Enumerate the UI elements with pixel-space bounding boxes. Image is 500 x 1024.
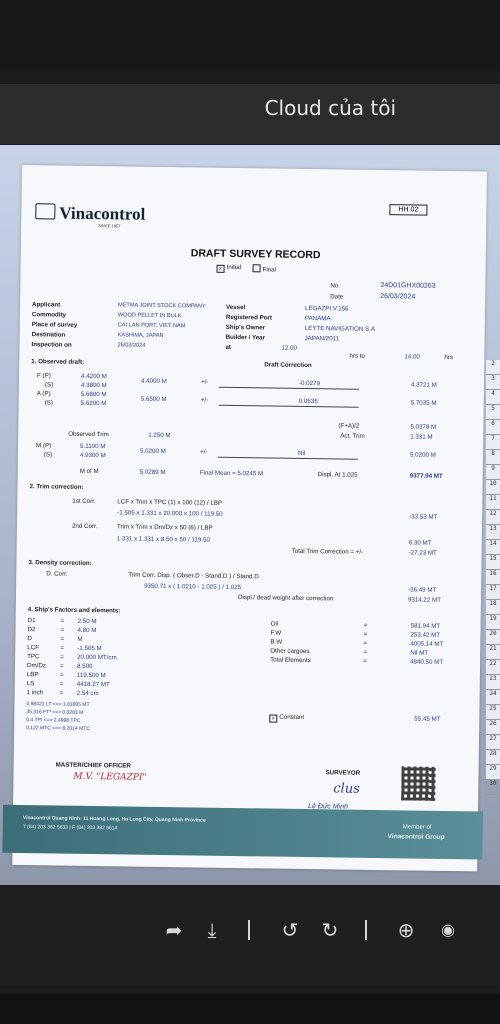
- footer-member: Member of: [402, 824, 432, 831]
- strip-number: 10: [486, 480, 500, 495]
- footer-phone: T (84) 203 382 5633 | F (84) 203 382 6614: [22, 824, 118, 832]
- date-value: 26/03/2024: [380, 293, 416, 301]
- f-result: 4.3721 M: [410, 381, 437, 389]
- hrs-to: hrs to: [349, 352, 365, 360]
- zoom-in-icon[interactable]: ⊕: [397, 918, 415, 942]
- strip-number: 3: [486, 375, 500, 390]
- strip-number: 7: [486, 435, 500, 450]
- conversion-item: 35.316 FT³ <=> 0.0283 M: [26, 709, 84, 716]
- draft-correction-heading: Draft Correction: [264, 361, 312, 370]
- factor-value: 119.500 M: [76, 671, 106, 680]
- surveyor-name: Lê Đức Minh: [308, 803, 348, 811]
- date-label: Date: [330, 293, 344, 301]
- strip-number: 21: [486, 645, 500, 660]
- density-result: -36.49 MT: [408, 586, 437, 594]
- element-label: Oil: [270, 620, 279, 628]
- factor-label: 1 inch: [26, 689, 44, 697]
- first-corr-head: LCF x Trim x TPC (1) x 100 (12) / LBP: [117, 498, 223, 507]
- field-right-label: at: [225, 343, 232, 351]
- equals-sign: =: [60, 617, 65, 625]
- strip-number: 13: [486, 525, 500, 540]
- equals-sign: =: [363, 648, 367, 656]
- equals-sign: =: [363, 630, 368, 638]
- equals-sign: =: [363, 657, 367, 665]
- checked-icon: x: [269, 715, 277, 723]
- form-code: HH 02: [389, 204, 427, 216]
- plusminus-3: +/-: [199, 448, 208, 456]
- second-corr-result: 6.30 MT: [408, 539, 432, 547]
- field-label: Place of survey: [31, 321, 78, 329]
- status-bar: [0, 0, 500, 70]
- factor-label: Dm/Dz: [26, 662, 46, 670]
- factor-label: LBP: [26, 671, 39, 679]
- section-trim-correction: 2. Trim correction:: [29, 483, 84, 491]
- strip-number: 28: [486, 750, 500, 765]
- surveyor-label: SURVEYOR: [325, 769, 361, 777]
- after-correction-value: 9314.22 MT: [407, 596, 442, 604]
- final-checkbox: Final: [253, 264, 277, 273]
- fa2-label: (F+A)/2: [338, 422, 360, 430]
- field-right-value: PANAMA: [304, 314, 331, 323]
- final-mean: Final Mean = 5.0245 M: [199, 469, 264, 478]
- footer-group: Vinacontrol Group: [387, 833, 445, 841]
- element-label: B.W: [270, 638, 283, 646]
- density-label: D. Corr.: [46, 570, 68, 578]
- a-correction: 0.0535: [298, 397, 318, 406]
- equals-sign: =: [363, 621, 368, 629]
- constant-value: 55.45 MT: [414, 715, 441, 723]
- ap-value: 5.6800 M: [80, 390, 107, 399]
- app-header: [0, 84, 500, 144]
- strip-number: 17: [486, 585, 500, 600]
- section-ships-factors: 4. Ship's Factors and elements:: [27, 606, 121, 615]
- scales-icon: [35, 203, 55, 219]
- field-label: Commodity: [31, 311, 66, 319]
- divider: [248, 920, 250, 940]
- no-value: 24D01GHX00263: [380, 282, 436, 290]
- strip-number: 8: [486, 450, 500, 465]
- document-footer: [2, 805, 483, 860]
- factor-value: -1.505 M: [77, 644, 102, 653]
- as-value: 5.6200 M: [80, 399, 107, 408]
- strip-number: 25: [486, 705, 500, 720]
- field-value: 26/03/2024: [117, 342, 146, 349]
- m-result: 5.0200 M: [409, 451, 436, 459]
- master-signature-stamp: M.V. "LEGAZPI": [73, 771, 147, 783]
- conversion-item: 0.98421 LT <=> 1.01605 MT: [26, 701, 90, 708]
- strip-number: 2: [486, 360, 500, 375]
- strip-number: 29: [486, 765, 500, 780]
- factor-value: 20.000 MT/cm: [77, 653, 117, 662]
- strip-number: 4: [486, 390, 500, 405]
- field-value: WOOD PELLET IN BULK: [117, 312, 182, 320]
- factor-label: D1: [27, 617, 36, 625]
- mom-label: M of M: [79, 467, 99, 476]
- hrs: hrs: [444, 353, 454, 362]
- field-right-value: LEYTE NAVIGATION S.A: [304, 324, 376, 333]
- factor-value: 4.80 M: [77, 626, 97, 635]
- strip-number: 23: [486, 675, 500, 690]
- after-correction-label: Displ./ dead weight after correction: [237, 594, 334, 603]
- photo-viewer[interactable]: [0, 145, 500, 885]
- logo-subtitle: SINCE 1957: [98, 223, 121, 229]
- divider: [365, 920, 367, 940]
- field-value: KASHIMA, JAPAN: [117, 332, 164, 339]
- hrs-end: 14.00: [404, 353, 420, 361]
- strip-number: 26: [486, 720, 500, 735]
- density-head: Trim Corr. Disp. ( Obser.D - Stand.D ) / Stand.D: [128, 571, 259, 581]
- f-correction: -0.0279: [298, 379, 321, 388]
- equals-sign: =: [59, 662, 64, 670]
- equals-sign: =: [363, 639, 368, 647]
- fa2-value: 5.0378 M: [410, 423, 437, 431]
- strip-number: 20: [486, 630, 500, 645]
- field-right-label: Builder / Year: [225, 333, 266, 342]
- equals-sign: =: [59, 671, 64, 679]
- qr-code: [401, 766, 435, 800]
- displ-value: 9377.94 MT: [409, 472, 443, 480]
- field-value: CAI LAN PORT, VIET NAM: [117, 322, 186, 330]
- equals-sign: =: [59, 689, 64, 697]
- factor-value: 4418.27 MT: [76, 680, 110, 689]
- element-value: 581.94 MT: [410, 622, 441, 630]
- field-label: Inspection on: [31, 341, 72, 349]
- first-corr-result: -33.53 MT: [409, 513, 438, 521]
- field-right-value: 12.00: [281, 344, 297, 352]
- element-value: 253.42 MT: [410, 631, 441, 639]
- strip-number: 9: [486, 465, 500, 480]
- act-trim-value: 1.331 M: [410, 433, 433, 441]
- strip-number: 16: [486, 570, 500, 585]
- factor-value: 2.50 M: [77, 617, 97, 626]
- plusminus-2: +/-: [200, 396, 209, 404]
- plusminus-1: +/-: [200, 378, 209, 386]
- ap-label: A (P): [36, 390, 51, 398]
- m-correction: Nil: [297, 449, 306, 457]
- viewer-toolbar: [0, 886, 500, 986]
- total-trim-label: Total Trim Correction = +/-: [291, 547, 364, 556]
- navigation-bar: [0, 994, 500, 1024]
- field-right-label: Ship's Owner: [225, 323, 266, 332]
- f-mean: 4.4000 M: [140, 377, 167, 386]
- strip-number: 27: [486, 735, 500, 750]
- first-corr-label: 1st Corr.: [72, 497, 96, 506]
- field-label: Applicant: [32, 301, 61, 309]
- element-label: F.W: [270, 629, 282, 637]
- strip-number: 15: [486, 555, 500, 570]
- section-observed-draft: 1. Observed draft:: [31, 358, 85, 366]
- element-value: 4005.14 MT: [410, 640, 444, 648]
- equals-sign: =: [59, 680, 64, 688]
- factor-label: LCF: [27, 644, 40, 652]
- second-corr-head: Trim x Trim x Dm/Dz x 50 (6) / LBP: [116, 523, 213, 532]
- strip-number: 6: [486, 420, 500, 435]
- strip-number: 11: [486, 495, 500, 510]
- second-corr-values: 1.331 x 1.331 x 8.50 x 50 / 119.50: [116, 535, 210, 544]
- a-result: 5.7035 M: [410, 399, 437, 407]
- first-corr-values: -1.505 x 1.331 x 20.000 x 100 / 119.50: [117, 509, 223, 518]
- field-right-label: Vessel: [225, 303, 246, 312]
- strip-number: 30: [486, 780, 500, 795]
- zoom-fit-icon[interactable]: ◉: [441, 920, 455, 939]
- displ-label: Displ. At 1.025: [317, 471, 358, 479]
- header-title: Cloud của tôi: [264, 96, 396, 120]
- strip-number: 19: [486, 615, 500, 630]
- density-values: 9350.71 x ( 1.0210 - 1.025 ) / 1.025: [144, 582, 242, 592]
- factor-label: D2: [27, 626, 36, 634]
- unchecked-icon: [253, 264, 261, 272]
- download-icon[interactable]: ⤓: [207, 918, 217, 942]
- element-value: Nil MT: [410, 649, 429, 657]
- footer-address: Vinacontrol Quang Ninh: 11 Hoang Long, Ha Long City, Quang Ninh Province: [22, 815, 206, 824]
- element-value: 4840.50 MT: [410, 658, 444, 666]
- checked-icon: x: [217, 265, 225, 273]
- document-title: DRAFT SURVEY RECORD: [190, 247, 321, 262]
- field-label: Destination: [31, 331, 66, 339]
- strip-number: 18: [486, 600, 500, 615]
- equals-sign: =: [60, 653, 64, 661]
- factor-label: LS: [26, 680, 35, 688]
- strip-number: 5: [486, 405, 500, 420]
- mp-value: 5.1100 M: [80, 442, 106, 451]
- rotate-right-icon[interactable]: ↻: [321, 918, 339, 942]
- as-label: (S): [44, 399, 53, 407]
- no-label: No.: [330, 282, 341, 290]
- conversion-item: 0.4 TPI <=> 2.4998 TPC: [26, 717, 81, 724]
- equals-sign: =: [60, 626, 65, 634]
- field-right-label: Registered Port: [225, 313, 273, 322]
- mp-label: M (P): [36, 442, 52, 450]
- field-right-value: JAPAN/2011: [304, 334, 340, 343]
- fp-label: F (P): [37, 372, 51, 380]
- a-mean: 5.6500 M: [140, 395, 167, 404]
- field-right-value: LEGAZPI V.156: [304, 304, 349, 313]
- act-trim-label: Act. Trim: [340, 432, 365, 440]
- equals-sign: =: [60, 635, 65, 643]
- obs-trim-label: Observed Trim: [68, 430, 109, 439]
- strip-number: 14: [486, 540, 500, 555]
- factor-label: D: [27, 635, 32, 643]
- factor-value: M: [77, 635, 83, 643]
- factor-value: 2.54 cm: [76, 689, 99, 698]
- rotate-left-icon[interactable]: ↺: [281, 918, 299, 942]
- strip-number: 24: [486, 690, 500, 705]
- constant-checkbox: x Constant: [269, 714, 304, 723]
- mom-value: 5.0289 M: [139, 468, 166, 477]
- obs-trim-value: 1.250 M: [148, 431, 171, 440]
- strip-number: 12: [486, 510, 500, 525]
- conversion-item: 0.122 MTC <=> 8.2014 MTC: [26, 725, 90, 733]
- factor-value: 8.500: [76, 662, 93, 671]
- second-corr-label: 2nd Corr.: [71, 522, 98, 531]
- m-mean: 5.0200 M: [139, 447, 166, 456]
- fp-value: 4.4200 M: [81, 372, 107, 381]
- equals-sign: =: [60, 644, 64, 652]
- ms-label: (S): [43, 451, 53, 459]
- master-label: MASTER/CHIEF OFFICER: [55, 761, 131, 770]
- factor-label: TPC: [27, 653, 40, 661]
- fs-value: 4.3800 M: [80, 381, 107, 390]
- vinacontrol-logo: Vinacontrol: [35, 203, 145, 225]
- initial-checkbox: x Initial: [217, 264, 242, 273]
- share-icon[interactable]: ➦: [165, 918, 183, 942]
- fs-label: (S): [44, 381, 54, 389]
- element-label: Total Elements: [270, 656, 311, 665]
- element-label: Other cargoes: [270, 647, 310, 656]
- field-value: METMA JOINT STOCK COMPANY: [118, 302, 206, 310]
- side-paper-strip: [486, 360, 500, 787]
- total-trim-value: -27.23 MT: [408, 549, 437, 557]
- strip-number: 22: [486, 660, 500, 675]
- ms-value: 4.9300 M: [79, 451, 106, 460]
- surveyor-signature: clus: [333, 781, 360, 797]
- section-density-correction: 3. Density correction:: [28, 559, 92, 568]
- draft-survey-document: [12, 165, 487, 871]
